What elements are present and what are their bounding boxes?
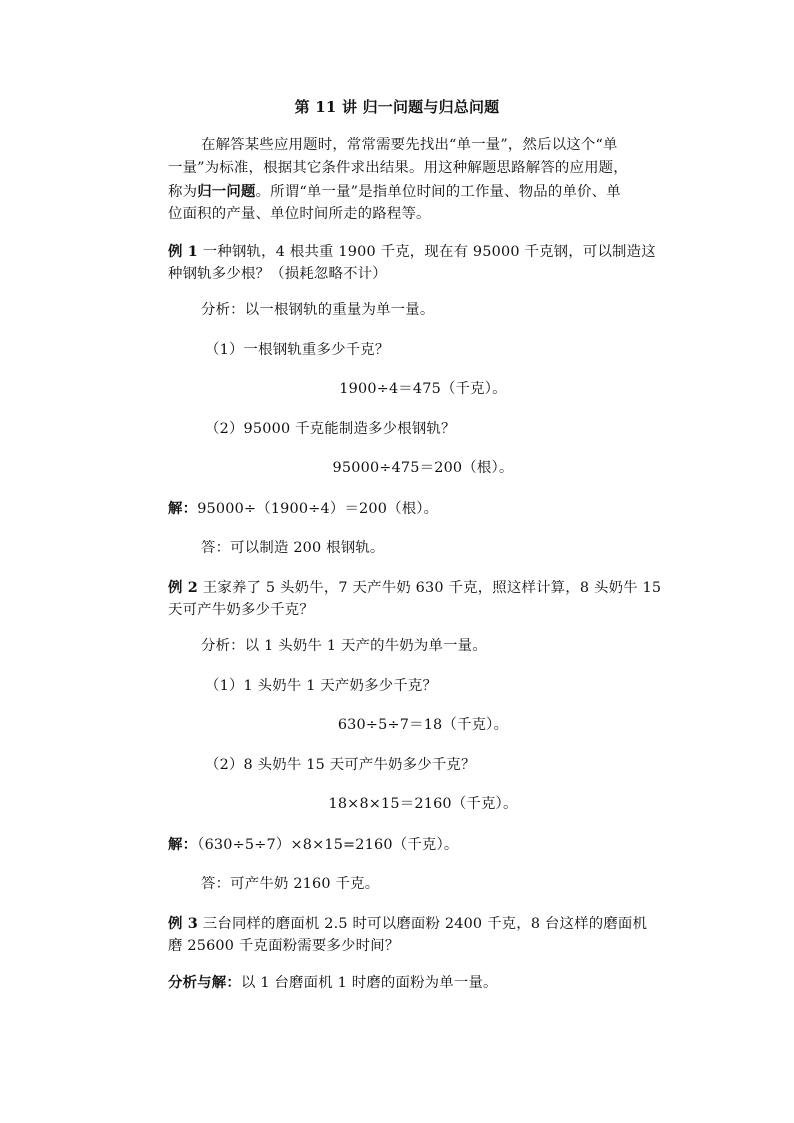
example-1-solution-label: 解： bbox=[168, 500, 198, 517]
example-2-formula-2: 18×8×15＝2160（千克）。 bbox=[328, 796, 518, 812]
example-1-answer: 答：可以制造 200 根钢轨。 bbox=[201, 540, 385, 556]
example-2-analysis: 分析：以 1 头奶牛 1 天产的牛奶为单一量。 bbox=[201, 638, 487, 654]
example-1-solution bbox=[168, 497, 680, 521]
example-2-solution-label: 解： bbox=[168, 836, 198, 853]
example-1-line-1 bbox=[168, 240, 680, 264]
example-2-line-1 bbox=[168, 576, 680, 600]
example-2-answer: 答：可产牛奶 2160 千克。 bbox=[201, 876, 380, 892]
example-3-solution-text: 以 1 台磨面机 1 时磨的面粉为单一量。 bbox=[240, 975, 498, 991]
example-2-formula-1: 630÷5÷7＝18（千克）。 bbox=[337, 717, 509, 733]
example-3-solution-label: 分析与解： bbox=[168, 974, 241, 991]
example-3-label: 例 3 bbox=[168, 915, 199, 932]
intro-line-1: 在解答某些应用题时，常常需要先找出“单一量”，然后以这个“单 bbox=[201, 137, 618, 153]
example-2-solution bbox=[168, 833, 680, 857]
example-1-text-1: 一种钢轨，4 根共重 1900 千克，现在有 95000 千克钢，可以制造这 bbox=[198, 244, 656, 260]
example-2-question-1: （1）1 头奶牛 1 天产奶多少千克？ bbox=[205, 678, 438, 694]
page-title: 第 11 讲 归一问题与归总问题 bbox=[294, 98, 500, 116]
example-1-analysis: 分析：以一根钢轨的重量为单一量。 bbox=[201, 302, 435, 318]
example-1-question-2: （2）95000 千克能制造多少根钢轨？ bbox=[205, 421, 456, 437]
example-3-solution bbox=[168, 971, 680, 995]
example-2-solution-text: （630÷5÷7）×8×15=2160（千克）。 bbox=[197, 837, 459, 853]
example-2-line-2: 天可产牛奶多少千克？ bbox=[168, 602, 314, 618]
example-3-line-2: 磨 25600 千克面粉需要多少时间？ bbox=[168, 938, 400, 954]
example-1-formula-1: 1900÷4＝475（千克）。 bbox=[339, 381, 507, 397]
example-1-formula-2: 95000÷475＝200（根）。 bbox=[332, 460, 514, 476]
example-3-text-1: 三台同样的磨面机 2.5 时可以磨面粉 2400 千克，8 台这样的磨面机 bbox=[198, 916, 648, 932]
intro-line-3 bbox=[168, 180, 680, 204]
example-2-label: 例 2 bbox=[168, 579, 199, 596]
term-unit-problem: 归一问题 bbox=[197, 183, 256, 200]
intro-line-3-post: 。所谓“单一量”是指单位时间的工作量、物品的单价、单 bbox=[255, 184, 621, 200]
example-1-solution-text: 95000÷（1900÷4）＝200（根）。 bbox=[197, 501, 439, 517]
intro-line-4: 位面积的产量、单位时间所走的路程等。 bbox=[168, 206, 431, 222]
intro-line-3-pre: 称为 bbox=[168, 184, 198, 200]
example-3-line-1 bbox=[168, 912, 680, 936]
intro-line-2: 一量”为标准，根据其它条件求出结果。用这种解题思路解答的应用题， bbox=[168, 160, 628, 176]
example-1-label: 例 1 bbox=[168, 243, 199, 260]
example-2-text-1: 王家养了 5 头奶牛，7 天产牛奶 630 千克，照这样计算，8 头奶牛 15 bbox=[198, 580, 662, 596]
example-1-question-1: （1）一根钢轨重多少千克？ bbox=[205, 342, 390, 358]
example-2-question-2: （2）8 头奶牛 15 天可产牛奶多少千克？ bbox=[205, 757, 476, 773]
example-1-line-2: 种钢轨多少根？（损耗忽略不计） bbox=[168, 266, 387, 282]
